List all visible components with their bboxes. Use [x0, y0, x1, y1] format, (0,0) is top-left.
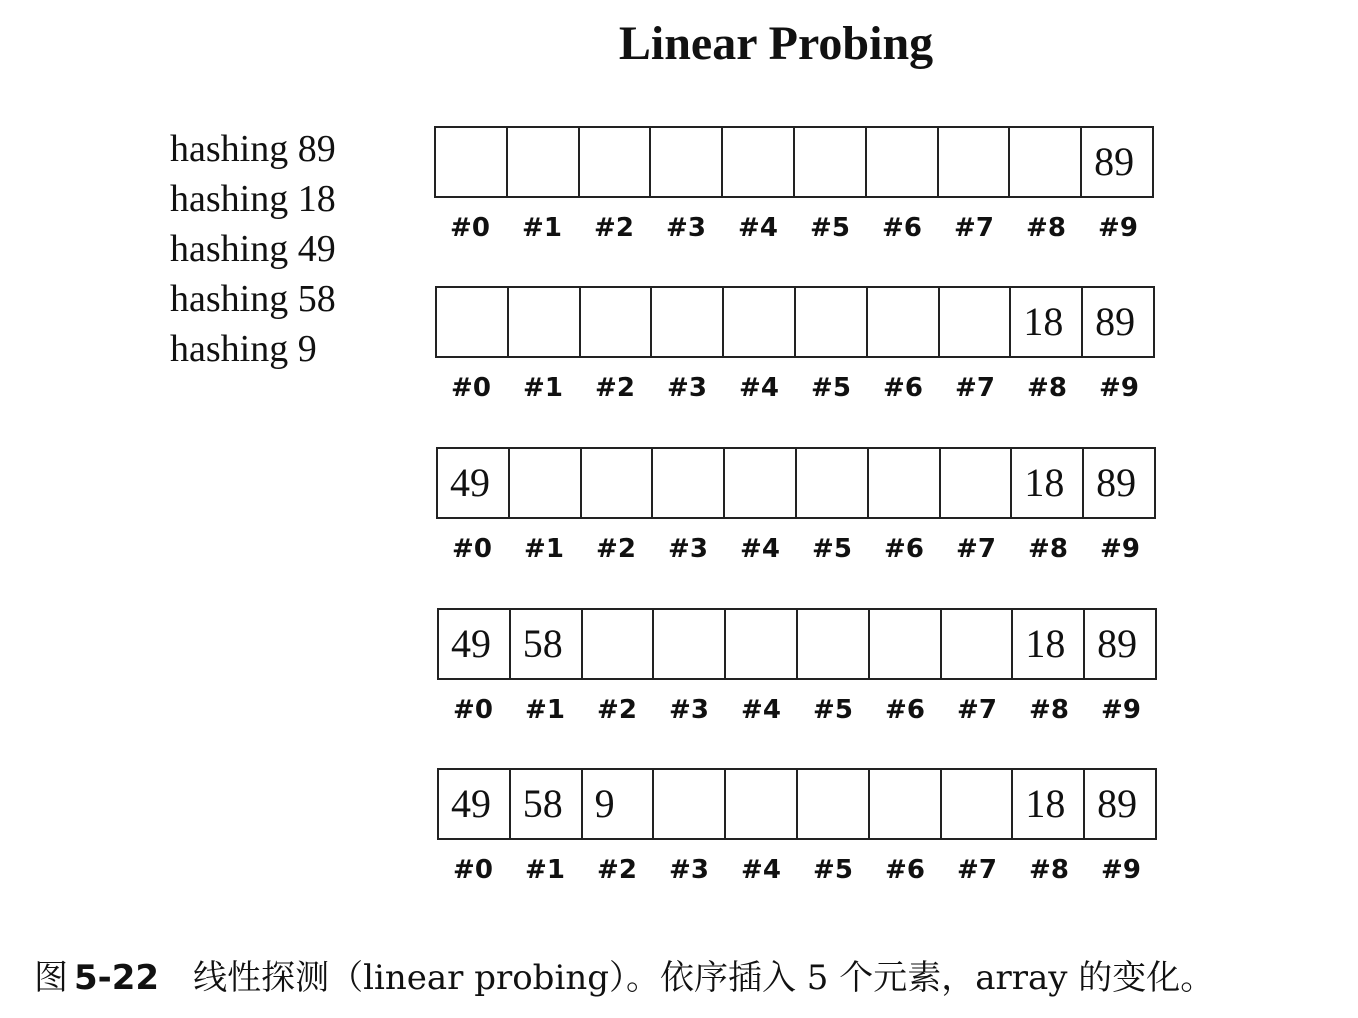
- array-cell: [508, 128, 580, 196]
- array-cell: [436, 128, 508, 196]
- index-labels-row: [434, 212, 1154, 244]
- array-cell: [940, 288, 1012, 356]
- index-label: #3: [668, 534, 708, 564]
- index-label: #7: [957, 855, 997, 885]
- array-cell: 49: [439, 770, 511, 838]
- array-cell: [870, 770, 942, 838]
- array-cell: [798, 610, 870, 678]
- array-cell: [581, 288, 653, 356]
- array-cell: [510, 449, 582, 517]
- index-label: #1: [525, 695, 565, 725]
- index-label: #8: [1027, 373, 1067, 403]
- index-label: #0: [451, 373, 491, 403]
- diagram-title: Linear Probing: [618, 17, 934, 70]
- index-label: #7: [957, 695, 997, 725]
- array-cell: [796, 288, 868, 356]
- index-label: #5: [812, 534, 852, 564]
- index-label: #3: [666, 213, 706, 243]
- index-label: #3: [669, 695, 709, 725]
- index-label: #5: [813, 855, 853, 885]
- array-cell: [797, 449, 869, 517]
- array-cell: [868, 288, 940, 356]
- index-label: #7: [954, 213, 994, 243]
- index-label: #8: [1029, 855, 1069, 885]
- array-cell: [437, 288, 509, 356]
- array-cells: [435, 286, 1155, 358]
- array-cell: [798, 770, 870, 838]
- array-cell: 18: [1013, 610, 1085, 678]
- array-cell: 58: [511, 610, 583, 678]
- index-label: #0: [452, 534, 492, 564]
- array-cell: [580, 128, 652, 196]
- index-label: #3: [669, 855, 709, 885]
- index-label: #7: [956, 534, 996, 564]
- array-cell: [939, 128, 1011, 196]
- figure-number: 5-22: [74, 958, 160, 998]
- index-label: #4: [738, 213, 778, 243]
- array-cells: [434, 126, 1154, 198]
- array-cell: [941, 449, 1013, 517]
- index-labels-row: [437, 694, 1157, 726]
- index-label: #6: [883, 373, 923, 403]
- index-label: #1: [525, 855, 565, 885]
- array-cell: [724, 288, 796, 356]
- array-cell: [509, 288, 581, 356]
- array-cell: 89: [1095, 299, 1136, 344]
- index-label: #1: [522, 213, 562, 243]
- index-label: #2: [597, 855, 637, 885]
- array-cells: [436, 447, 1156, 519]
- array-cell: 49: [439, 610, 511, 678]
- index-label: #5: [810, 213, 850, 243]
- index-label: #9: [1099, 373, 1139, 403]
- index-label: #0: [453, 695, 493, 725]
- figure-caption: [34, 952, 1214, 1004]
- array-cell: 89: [1097, 781, 1138, 826]
- index-labels-row: [435, 372, 1155, 404]
- array-cell: [651, 128, 723, 196]
- index-label: #0: [453, 855, 493, 885]
- index-label: #9: [1098, 213, 1138, 243]
- index-labels-row: [437, 854, 1157, 886]
- array-cell: [726, 770, 798, 838]
- hashing-step-3: hashing 49: [170, 228, 336, 270]
- index-label: #8: [1026, 213, 1066, 243]
- array-cell: [726, 610, 798, 678]
- array-cell: 18: [1011, 288, 1083, 356]
- index-label: #3: [667, 373, 707, 403]
- array-state-3: [436, 447, 1156, 565]
- array-state-2: [435, 286, 1155, 404]
- array-cell: 89: [1097, 621, 1138, 666]
- index-label: #9: [1101, 695, 1141, 725]
- index-label: #4: [741, 855, 781, 885]
- index-label: #9: [1100, 534, 1140, 564]
- array-cell: [795, 128, 867, 196]
- hashing-step-2: hashing 18: [170, 178, 336, 220]
- array-cell: [654, 770, 726, 838]
- array-cell: 89: [1096, 460, 1137, 505]
- index-label: #4: [739, 373, 779, 403]
- array-cells: [437, 608, 1157, 680]
- array-cell: [654, 610, 726, 678]
- index-label: #8: [1029, 695, 1069, 725]
- array-cell: 18: [1013, 770, 1085, 838]
- index-label: #5: [813, 695, 853, 725]
- array-state-5: [437, 768, 1157, 886]
- array-cell: [725, 449, 797, 517]
- array-cell: [942, 610, 1014, 678]
- hashing-step-1: hashing 89: [170, 128, 336, 170]
- index-label: #1: [523, 373, 563, 403]
- array-cells: [437, 768, 1157, 840]
- hashing-step-5: hashing 9: [170, 328, 317, 370]
- index-label: #9: [1101, 855, 1141, 885]
- array-cell: 89: [1094, 139, 1135, 184]
- array-cell: [723, 128, 795, 196]
- array-cell: 18: [1012, 449, 1084, 517]
- index-label: #0: [450, 213, 490, 243]
- array-state-4: [437, 608, 1157, 726]
- index-label: #7: [955, 373, 995, 403]
- index-label: #6: [884, 534, 924, 564]
- index-label: #4: [741, 695, 781, 725]
- array-cell: [582, 449, 654, 517]
- index-label: #6: [885, 695, 925, 725]
- index-label: #4: [740, 534, 780, 564]
- array-cell: [1010, 128, 1082, 196]
- index-label: #2: [594, 213, 634, 243]
- index-label: #5: [811, 373, 851, 403]
- array-state-1: [434, 126, 1154, 244]
- array-cell: [583, 610, 655, 678]
- array-cell: [869, 449, 941, 517]
- index-label: #6: [885, 855, 925, 885]
- caption-text: 线性探测（linear probing）。依序插入 5 个元素，array 的变化。: [193, 958, 1215, 998]
- array-cell: 9: [583, 770, 655, 838]
- hashing-step-4: hashing 58: [170, 278, 336, 320]
- caption-prefix: 图: [34, 958, 68, 998]
- array-cell: 58: [511, 770, 583, 838]
- hashing-steps-list: [170, 124, 336, 374]
- array-cell: [653, 449, 725, 517]
- array-cell: [867, 128, 939, 196]
- index-labels-row: [436, 533, 1156, 565]
- index-label: #2: [596, 534, 636, 564]
- array-cell: [942, 770, 1014, 838]
- array-cell: [870, 610, 942, 678]
- array-cell: [652, 288, 724, 356]
- index-label: #1: [524, 534, 564, 564]
- index-label: #8: [1028, 534, 1068, 564]
- index-label: #6: [882, 213, 922, 243]
- index-label: #2: [595, 373, 635, 403]
- array-cell: 49: [438, 449, 510, 517]
- index-label: #2: [597, 695, 637, 725]
